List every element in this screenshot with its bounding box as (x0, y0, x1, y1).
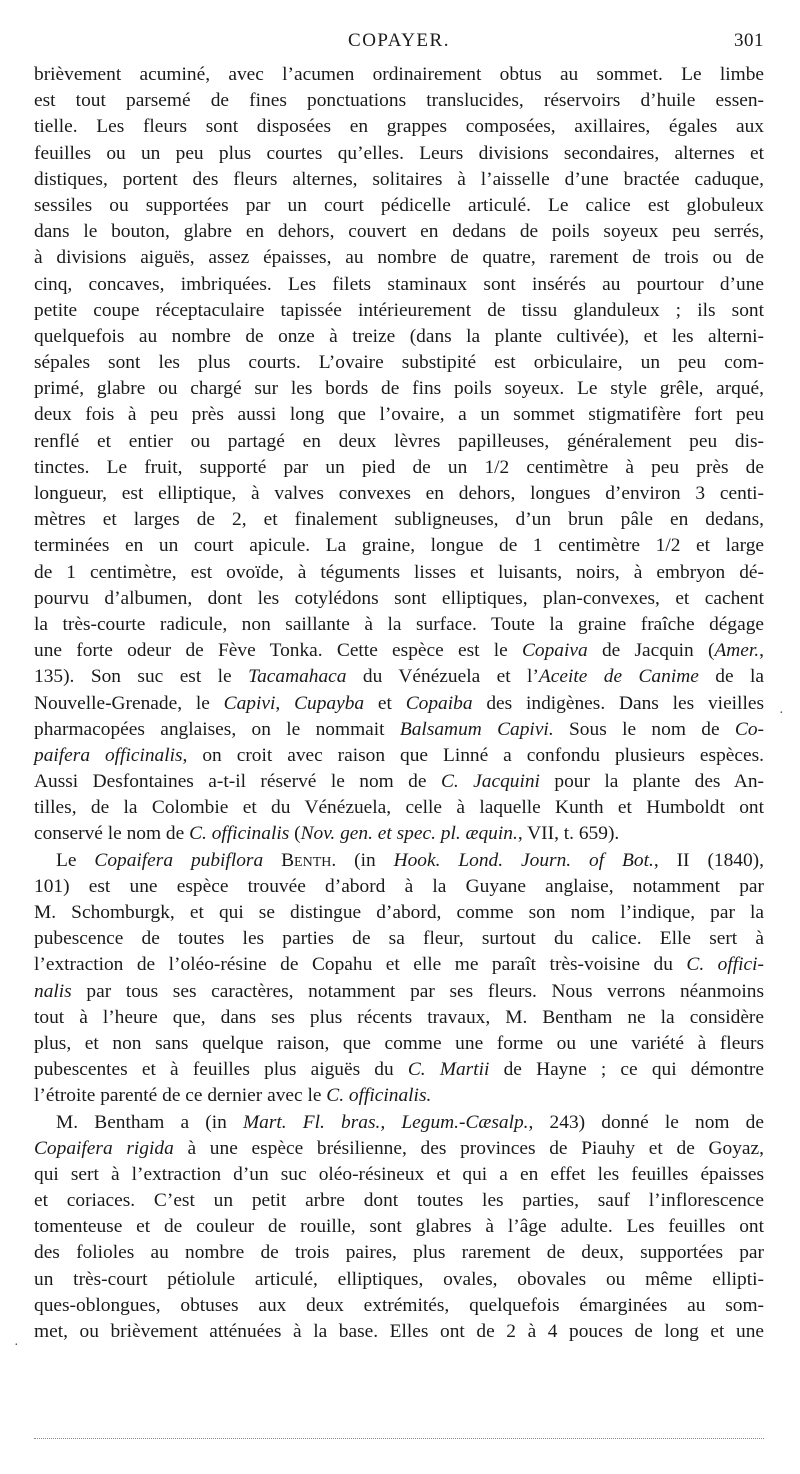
author-abbrev: Benth. (281, 849, 337, 871)
text-line: une forte odeur de Fève Tonka. Cette espèce est le Copaiva de Jacquin (Amer., (34, 640, 764, 662)
italic-term: Amer. (714, 640, 760, 662)
text-line: tinctes. Le fruit, supporté par un pied de un 1/2 centimètre à peu près de (34, 456, 764, 478)
text-line: tilles, de la Colombie et du Vénézuela, celle à laquelle Kunth et Humboldt ont (34, 797, 764, 819)
text-line: Aussi Desfontaines a-t-il réservé le nom de C. Jacquini pour la plante des An- (34, 771, 764, 793)
text-line: deux fois à peu près aussi long que l’ovaire, a un sommet stigmatifère fort peu (34, 404, 764, 426)
text-line: tomenteuse et de couleur de rouille, sont glabres à l’âge adulte. Les feuilles ont (34, 1216, 764, 1238)
text-line: et coriaces. C’est un petit arbre dont toutes les parties, sauf l’inflorescence (34, 1190, 764, 1212)
body-text (34, 62, 764, 1345)
bottom-rule (34, 1438, 764, 1439)
text-line: conservé le nom de C. officinalis (Nov. gen. et spec. pl. æquin., VII, t. 659). (34, 823, 620, 845)
text-line: mètres et larges de 2, et finalement subligneuses, d’un brun pâle en dedans, (34, 509, 764, 531)
text-line: est tout parsemé de fines ponctuations translucides, réservoirs d’huile essen- (34, 90, 764, 112)
chapter-title: COPAYER. (348, 30, 450, 51)
text-line: feuilles ou un peu plus courtes qu’elles. Leurs divisions secondaires, alternes et (34, 142, 764, 164)
italic-term: C. officinalis (189, 823, 290, 845)
text-line: met, ou brièvement atténuées à la base. Elles ont de 2 à 4 pouces de long et une (34, 1321, 764, 1342)
text-line: 101) est une espèce trouvée d’abord à la Guyane anglaise, notamment par (34, 875, 764, 897)
text-line: l’étroite parenté de ce dernier avec le C. officinalis. (34, 1085, 432, 1107)
text-line: M. Schomburgk, et qui se distingue d’abord, comme son nom l’indique, par la (34, 902, 764, 923)
running-head (34, 30, 764, 56)
italic-term: Hook. Lond. Journ. of Bot. (393, 849, 654, 871)
text-line: tielle. Les fleurs sont disposées en grappes composées, axillaires, égales aux (34, 116, 764, 138)
italic-term: Copaifera pubiflora (94, 849, 264, 871)
italic-term: C. offici- (686, 954, 764, 976)
text-line: tout à l’heure que, dans ses plus récents travaux, M. Bentham ne la considère (34, 1006, 764, 1028)
text-line: nalis par tous ses caractères, notamment par ses fleurs. Nous verrons néanmoins (34, 980, 764, 1002)
text-line: pourvu d’albumen, dont les cotylédons sont elliptiques, plan-convexes, et cachent (34, 587, 764, 609)
text-line: sépales sont les plus courts. L’ovaire substipité est orbiculaire, un peu com- (34, 352, 764, 374)
text-line: pubescentes et à feuilles plus aiguës du C. Martii de Hayne ; ce qui démontre (34, 1059, 765, 1081)
text-line: pharmacopées anglaises, on le nommait Balsamum Capivi. Sous le nom de Co- (34, 718, 764, 740)
italic-term: Copaifera rigida (34, 1137, 174, 1159)
margin-dot: · (779, 706, 784, 721)
text-line: à divisions aiguës, assez épaisses, au nombre de quatre, rarement de trois ou de (34, 247, 764, 269)
italic-term: Tacamahaca (248, 666, 347, 688)
italic-term: C. Jacquini (440, 771, 540, 793)
text-line: l’extraction de l’oléo-résine de Copahu et elle me paraît très-voisine du C. offici- (34, 954, 764, 976)
text-line: longueur, est elliptique, à valves convexes en dehors, longues d’environ 3 centi- (34, 483, 764, 504)
text-line: terminées en un court apicule. La graine, longue de 1 centimètre 1/2 et large (34, 535, 764, 557)
italic-term: C. Martii (407, 1059, 490, 1081)
text-line: de 1 centimètre, est ovoïde, à téguments lisses et luisants, noirs, à embryon dé- (34, 561, 764, 583)
italic-term: Balsamum Capivi. (399, 718, 554, 740)
text-line: plus, et non sans quelque raison, que comme une forme ou une variété à fleurs (34, 1032, 764, 1054)
text-line: pubescence de toutes les parties de sa fleur, surtout du calice. Elle sert à (34, 928, 764, 950)
text-line: brièvement acuminé, avec l’acumen ordinairement obtus au sommet. Le limbe (34, 64, 764, 85)
text-line: quelquefois au nombre de onze à treize (dans la plante cultivée), et les alterni- (34, 325, 764, 347)
text-line: un très-court pétiolule articulé, elliptiques, ovales, obovales ou même ellipti- (34, 1268, 764, 1290)
text-line: la très-courte radicule, non saillante à la surface. Toute la graine fraîche dégage (34, 613, 764, 635)
italic-term: Capivi (223, 692, 276, 714)
text-line: distiques, portent des fleurs alternes, solitaires à l’aisselle d’une bractée caduque, (34, 168, 764, 190)
text-line: Le Copaifera pubiflora Benth. (in Hook. Lond. Journ. of Bot., II (1840), (56, 849, 764, 871)
text-line: Nouvelle-Grenade, le Capivi, Cupayba et Copaiba des indigènes. Dans les vieilles (34, 692, 764, 714)
text-line: cinq, concaves, imbriquées. Les filets staminaux sont insérés au pourtour d’une (34, 273, 764, 295)
text-line: 135). Son suc est le Tacamahaca du Vénézuela et l’Aceite de Canime de la (34, 666, 764, 688)
text-line: petite coupe réceptaculaire tapissée intérieurement de tissu glanduleux ; ils sont (34, 299, 764, 321)
margin-dot: · (14, 1338, 19, 1353)
text-line: primé, glabre ou chargé sur les bords de fins poils soyeux. Le style grêle, arqué, (34, 378, 764, 400)
italic-term: Co- (734, 718, 764, 740)
italic-term: Aceite de Canime (538, 666, 699, 688)
italic-term: Mart. Fl. bras., Legum.-Cæsalp. (242, 1111, 529, 1133)
italic-term: Copaiba (405, 692, 473, 714)
text-line: paifera officinalis, on croit avec raison que Linné a confondu plusieurs espèces. (34, 744, 764, 766)
italic-term: Cupayba (294, 692, 365, 714)
text-line: ques-oblongues, obtuses aux deux extrémités, quelquefois émarginées au som- (34, 1294, 764, 1316)
text-line: dans le bouton, glabre en dehors, couvert en dedans de poils soyeux peu serrés, (34, 221, 764, 243)
italic-term: Copaiva (521, 640, 588, 662)
italic-term: C. officinalis. (326, 1085, 432, 1107)
text-line: renflé et entier ou partagé en deux lèvres papilleuses, généralement peu dis- (34, 430, 764, 452)
text-line: qui sert à l’extraction d’un suc oléo-résineux et qui a en effet les feuilles épaisses (34, 1163, 764, 1185)
text-line: Copaifera rigida à une espèce brésilienne, des provinces de Piauhy et de Goyaz, (34, 1137, 764, 1159)
text-line: sessiles ou supportées par un court pédicelle articulé. Le calice est globuleux (34, 194, 764, 216)
text-line: M. Bentham a (in Mart. Fl. bras., Legum.-Cæsalp., 243) donné le nom de (56, 1111, 764, 1133)
italic-term: Nov. gen. et spec. pl. æquin. (300, 823, 518, 845)
italic-term: nalis (34, 980, 72, 1002)
italic-term: paifera officinalis (34, 744, 183, 766)
page-number: 301 (734, 30, 764, 51)
text-line: des folioles au nombre de trois paires, plus rarement de deux, supportées par (34, 1242, 764, 1264)
